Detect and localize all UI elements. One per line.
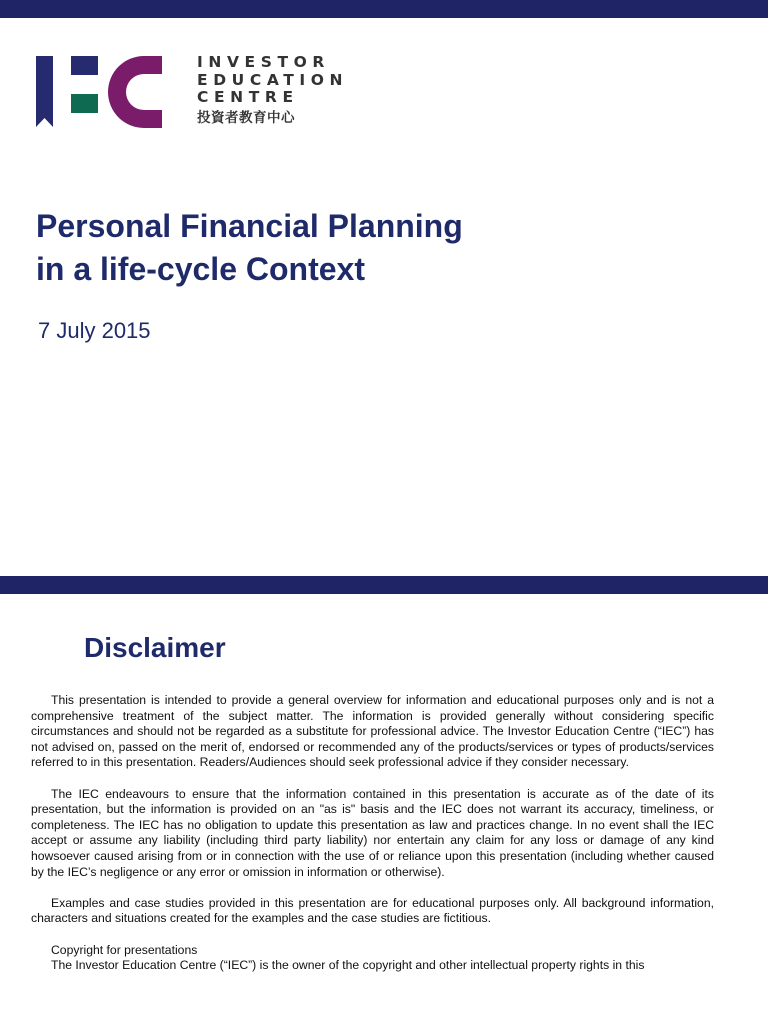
disclaimer-paragraph-2: The IEC endeavours to ensure that the information contained in this presentation is accurate as of the date of its presentation, but the information is provided on an "as is" basis and the IEC does not warrant its accuracy, timeliness, or completeness. The IEC has no obligation to update this presentation as law and practices change. In no event shall the IEC accept or assume any liability (including third party liability) nor entertain any claim for any loss or damage of any kind howsoever caused arising from or in connection with the use of or reliance upon this presentation (including whether caused by the IEC’s negligence or any error or omission in information or otherwise).: [31, 786, 714, 879]
presentation-date: 7 July 2015: [38, 318, 151, 343]
disclaimer-paragraph-1: This presentation is intended to provide a general overview for information and educational purposes only and is not a comprehensive treatment of the subject matter. The information is provided generally without considering specific circumstances and should not be regarded as a substitute for professional advice. The Investor Education Centre (“IEC”) has not advised on, passed on the merit of, endorsed or recommended any of the products/services or types of products/services referred to in this presentation. Readers/Audiences should seek professional advice if they consider necessary.: [31, 693, 714, 770]
presentation-title: [36, 205, 463, 291]
disclaimer-paragraph-3: Examples and case studies provided in this presentation are for educational purposes only. All background information, characters and situations created for the examples and the case studies are fictitious.: [31, 895, 714, 926]
copyright-heading: Copyright for presentations: [51, 942, 198, 957]
logo-chinese-name: 投資者教育中心: [197, 109, 295, 126]
disclaimer-body: [31, 693, 714, 989]
logo-c: [108, 56, 162, 128]
iec-logo-mark: [36, 54, 164, 128]
logo-line-centre: CENTRE: [197, 88, 299, 106]
disclaimer-heading: Disclaimer: [84, 632, 226, 663]
logo-e-middle: [71, 94, 98, 113]
copyright-paragraph: The Investor Education Centre (“IEC”) is the owner of the copyright and other intellectual property rights in this: [51, 958, 645, 973]
logo-e-top: [71, 56, 98, 75]
logo-line-investor: INVESTOR: [197, 53, 330, 71]
logo-wordmark: [197, 53, 349, 127]
title-line-1: Personal Financial Planning: [36, 208, 463, 244]
top-accent-bar: [0, 576, 768, 594]
title-line-2: in a life-cycle Context: [36, 251, 365, 287]
iec-logo: [36, 53, 349, 134]
logo-bar-i: [36, 56, 53, 127]
top-accent-bar: [0, 0, 768, 18]
disclaimer-slide: [0, 576, 768, 1024]
logo-line-education: EDUCATION: [197, 70, 349, 89]
